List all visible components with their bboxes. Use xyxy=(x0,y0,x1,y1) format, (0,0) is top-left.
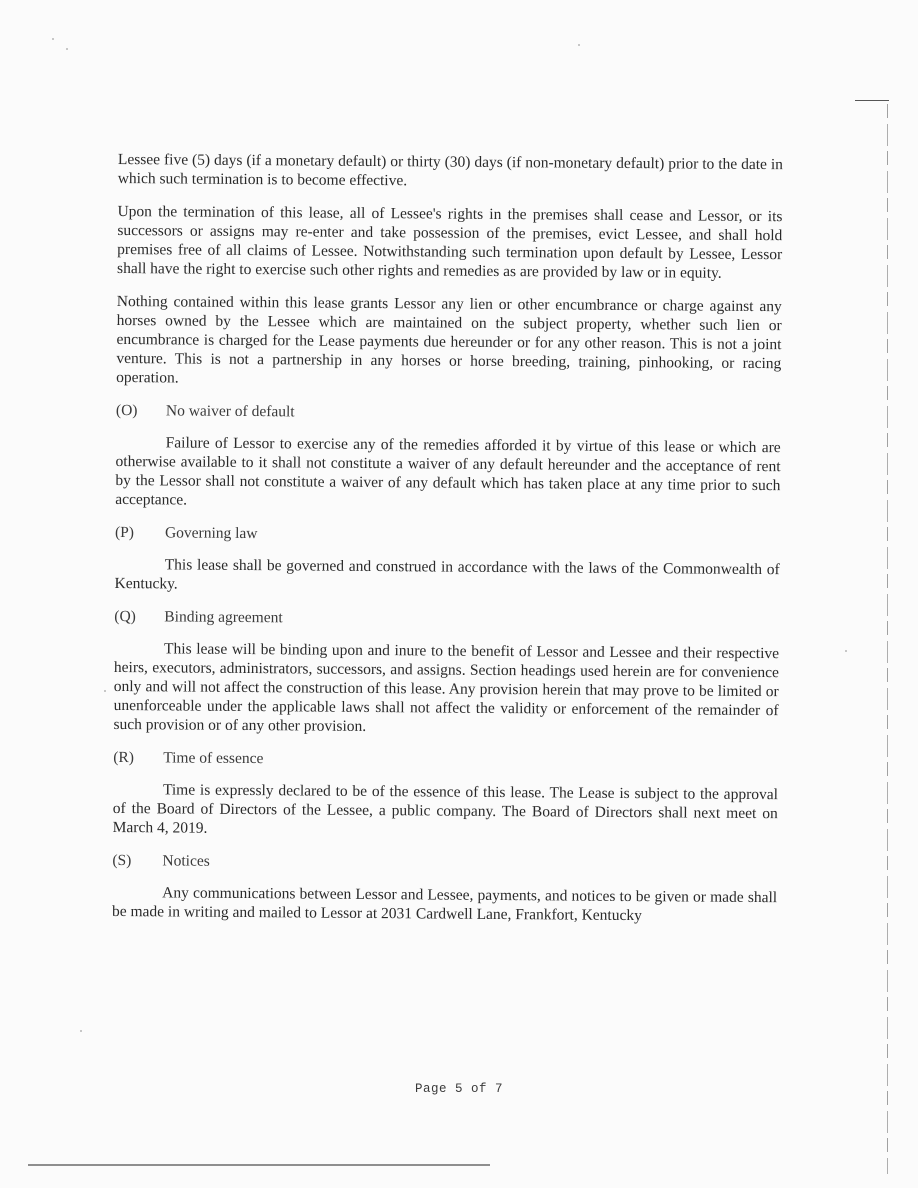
section-letter: (P) xyxy=(114,523,135,542)
section-heading-s xyxy=(112,851,777,875)
section-title: Binding agreement xyxy=(164,608,283,627)
section-body-r: Time is expressly declared to be of the essence of this lease. The Lease is subject to the approval of the Board of Directors of the Lessee, a public company. The Board of Directors shall next meet on March 4, 2019. xyxy=(112,781,779,837)
section-letter: (Q) xyxy=(114,607,136,626)
section-heading-q xyxy=(114,607,779,631)
paragraph-termination-effect: Upon the termination of this lease, all of Lessee's rights in the premises shall cease and Lessor, or its successors or assigns may re-enter and take possession of the premises, evict Lessee, and shall hold premises free of all claims of Lessee. Notwithstanding such termination upon default by Lessee, Lessor shall have the right to exercise such other rights and remedies as are provided by law or in equity. xyxy=(117,202,783,282)
scan-right-edge xyxy=(887,104,888,1174)
section-body-s: Any communications between Lessor and Lessee, payments, and notices to be given or made shall be made in writing and mailed to Lessor at 2031 Cardwell Lane, Frankfort, Kentucky xyxy=(111,884,778,925)
section-letter: (S) xyxy=(112,851,132,870)
scan-speck xyxy=(52,38,54,40)
section-title: Governing law xyxy=(164,524,258,543)
scan-speck xyxy=(104,690,106,692)
page-body xyxy=(112,150,783,940)
scan-speck xyxy=(578,44,580,46)
section-heading-p xyxy=(115,523,780,547)
section-heading-o xyxy=(116,401,781,425)
scan-speck xyxy=(845,650,847,652)
scan-edge-top-mark xyxy=(855,100,889,101)
section-body-q: This lease will be binding upon and inure to the benefit of Lessor and Lessee and their respective heirs, executors, administrators, successors, and assigns. Section headings used herein are for convenience only and will not affect the construction of this lease. Any provision herein that may prove to be limited or unenforceable under the applicable laws shall not affect the validity or enforcement of the remainder of such provision or of any other provision. xyxy=(113,640,780,735)
section-body-o: Failure of Lessor to exercise any of the remedies afforded it by virtue of this lease or which are otherwise available to it shall not constitute a waiver of any default hereunder and the acceptance of rent by the Lessor shall not constitute a waiver of any default which has taken place at any time prior to such acceptance. xyxy=(115,434,781,509)
section-body-p: This lease shall be governed and construed in accordance with the laws of the Commonwealth of Kentucky. xyxy=(114,556,780,593)
section-title: Notices xyxy=(162,852,210,870)
section-heading-r xyxy=(113,748,778,772)
page-number: Page 5 of 7 xyxy=(414,1082,503,1096)
scan-speck xyxy=(80,1030,82,1032)
section-letter: (R) xyxy=(113,748,134,767)
scan-speck xyxy=(66,48,68,50)
section-letter: (O) xyxy=(115,401,138,420)
paragraph-termination-notice: Lessee five (5) days (if a monetary default) or thirty (30) days (if non-monetary default) prior to the date in which such termination is to become effective. xyxy=(117,150,783,190)
paragraph-no-lien: Nothing contained within this lease grants Lessor any lien or other encumbrance or charge against any horses owned by the Lessee which are maintained on the subject property, whether such lien or encumbrance is charged for the Lease payments due hereunder or for any other reason. This is not a joint venture. This is not a partnership in any horses or horse breeding, training, pinhooking, or racing operation. xyxy=(116,292,782,387)
section-title: No waiver of default xyxy=(165,402,295,421)
scan-bottom-rule xyxy=(28,1164,490,1166)
section-title: Time of essence xyxy=(163,749,264,768)
